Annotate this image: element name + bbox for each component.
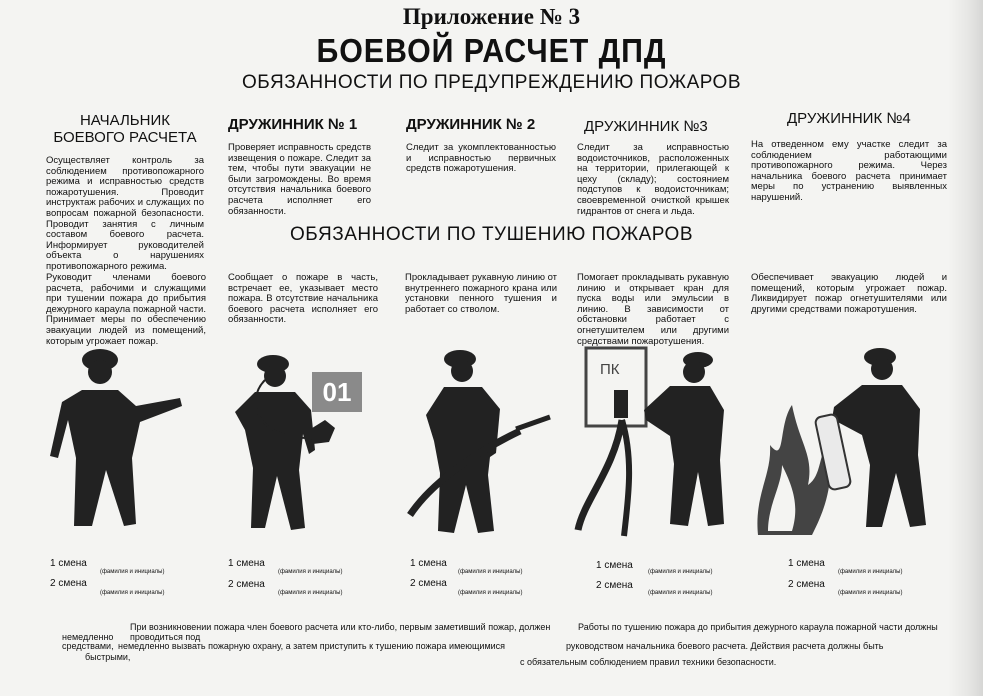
member4-shift1-label: 1 смена (788, 558, 825, 569)
member1-shift1-label: 1 смена (228, 558, 265, 569)
member4-figure-illustration (752, 345, 948, 540)
member4-firefighting-text: Обеспечивает эвакуацию людей и помещений, которым угрожает пожар. Ликвидирует пожар огнетушителями или другими средствами пожаротушения. (751, 272, 947, 315)
member1-shift1-name-note: (фамилия и инициалы) (278, 569, 343, 575)
footer-left-line4: быстрыми, (85, 652, 131, 662)
footer-left-aside2: средствами, (62, 641, 114, 651)
footer-center-line: с обязательным соблюдением правил техники безопасности. (520, 657, 777, 667)
prevention-heading: ОБЯЗАННОСТИ ПО ПРЕДУПРЕЖДЕНИЮ ПОЖАРОВ (241, 72, 741, 93)
role-member4-title: ДРУЖИННИК №4 (787, 110, 911, 127)
hydrant-pk-sign: ПК (600, 361, 620, 378)
chief-firefighting-text: Руководит членами боевого расчета, рабочими и служащими при тушении пожара до прибытия дежурного караула пожарной части. Принимает меры по обеспечению эвакуации людей из помещений, которым угрожает пожар. (46, 272, 206, 347)
footer-right-line1: Работы по тушению пожара до прибытия дежурного караула пожарной части должны (578, 622, 938, 632)
member1-firefighting-text: Сообщает о пожаре в часть, встречает ее, указывает место пожара. В отсутствие начальника боевого расчета исполняет его обязанности. (228, 272, 378, 326)
member3-shift1-name-note: (фамилия и инициалы) (648, 569, 713, 575)
member2-shift2-label: 2 смена (410, 578, 447, 589)
emergency-01-sign: 01 (312, 372, 362, 412)
member4-shift1-name-note: (фамилия и инициалы) (838, 569, 903, 575)
member4-prevention-text: На отведенном ему участке следит за соблюдением работающими противопожарного режима. Через начальника боевого расчета принимает меры по устранению выявленных нарушений. (751, 139, 947, 203)
chief-shift1-label: 1 смена (50, 558, 87, 569)
member3-shift2-label: 2 смена (596, 580, 633, 591)
firefighting-heading: ОБЯЗАННОСТИ ПО ТУШЕНИЮ ПОЖАРОВ (289, 224, 694, 245)
member1-shift2-label: 2 смена (228, 579, 265, 590)
footer-left-line1: При возникновении пожара член боевого расчета или кто-либо, первым заметивший пожар, должен (130, 622, 551, 632)
role-chief-line1: НАЧАЛЬНИК (79, 112, 171, 129)
role-member2-title: ДРУЖИННИК № 2 (406, 116, 536, 133)
footer-left-line2: проводиться под (130, 632, 201, 642)
role-chief-line2: БОЕВОГО РАСЧЕТА (53, 129, 197, 146)
member2-shift1-label: 1 смена (410, 558, 447, 569)
page-title: БОЕВОЙ РАСЧЕТ ДПД (316, 32, 667, 69)
appendix-label: Приложение № 3 (402, 4, 581, 29)
footer-left-aside1: немедленно (62, 632, 114, 642)
member3-prevention-text: Следит за исправностью водоисточников, расположенных на территории, прилегающей к цеху (складу); состоянием подступов к водоисточникам; своевременной очисткой крышек гидрантов от снега и льда. (577, 142, 729, 217)
member3-firefighting-text: Помогает прокладывать рукавную линию и открывает кран для пуска воды или эмульсии в линию. В зависимости от обстановки работает с огнетушителем или другими средствами пожаротушения. (577, 272, 729, 347)
chief-figure-illustration (40, 340, 200, 540)
member1-shift2-name-note: (фамилия и инициалы) (278, 590, 343, 596)
chief-shift2-label: 2 смена (50, 578, 87, 589)
member2-firefighting-text: Прокладывает рукавную линию от внутреннего пожарного крана или установки пенного тушения и работает со стволом. (405, 272, 558, 315)
chief-shift2-name-note: (фамилия и инициалы) (100, 590, 165, 596)
member1-prevention-text: Проверяет исправность средств извещения о пожаре. Следит за тем, чтобы пути эвакуации не были загромождены. Во время отсутствия начальника боевого расчета исполняет его обязанности. (228, 142, 371, 217)
chief-shift1-name-note: (фамилия и инициалы) (100, 569, 165, 575)
role-member1-title: ДРУЖИННИК № 1 (228, 116, 358, 133)
role-member3-title: ДРУЖИННИК №3 (584, 118, 708, 135)
member4-shift2-name-note: (фамилия и инициалы) (838, 590, 903, 596)
member2-prevention-text: Следит за укомплектованностью и исправностью первичных средств пожаротушения. (406, 142, 556, 175)
footer-right-line2: руководством начальника боевого расчета. Действия расчета должны быть (566, 641, 884, 651)
footer-left-line3: немедленно вызвать пожарную охрану, а затем приступить к тушению пожара имеющимися (118, 641, 506, 651)
member3-shift2-name-note: (фамилия и инициалы) (648, 590, 713, 596)
member2-figure-illustration (400, 345, 565, 540)
member3-figure-illustration (574, 340, 744, 540)
member4-shift2-label: 2 смена (788, 579, 825, 590)
scan-edge-shadow (948, 0, 983, 696)
member3-shift1-label: 1 смена (596, 560, 633, 571)
member2-shift1-name-note: (фамилия и инициалы) (458, 569, 523, 575)
role-chief-title (40, 112, 210, 146)
member2-shift2-name-note: (фамилия и инициалы) (458, 590, 523, 596)
chief-prevention-text: Осуществляет контроль за соблюдением противопожарного режима и исправностью средств пожаротушения. Проводит инструктаж рабочих и служащих по вопросам пожарной безопасности. Проводит занятия с личным составом боевого расчета. Информирует руководителей объекта о нарушениях противопожарного режима. (46, 155, 204, 272)
